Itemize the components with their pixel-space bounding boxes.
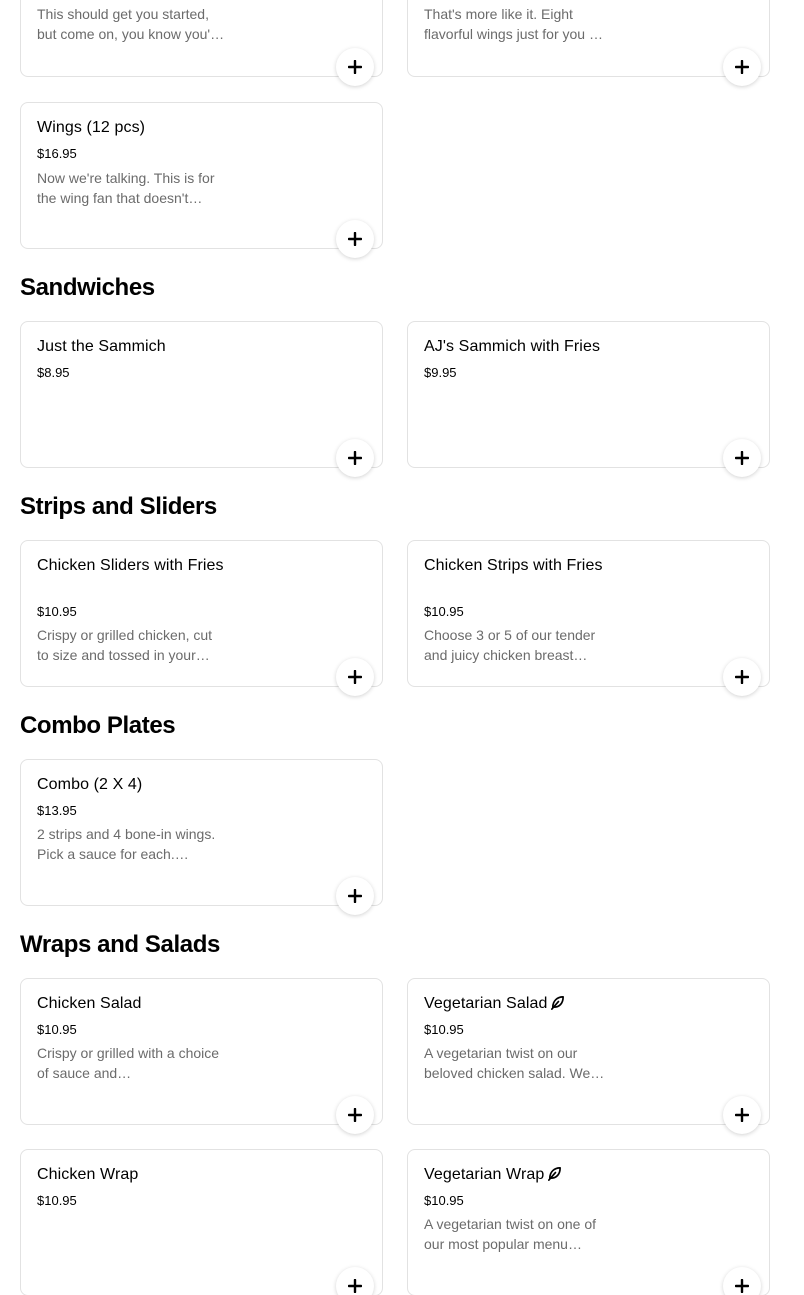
- menu-item-card[interactable]: [407, 0, 770, 77]
- leaf-icon: [550, 995, 565, 1010]
- menu-item-card[interactable]: [20, 321, 383, 468]
- add-item-button[interactable]: [336, 658, 374, 696]
- plus-icon: [348, 1108, 362, 1122]
- menu-item-card[interactable]: [407, 540, 770, 687]
- add-item-button[interactable]: [336, 220, 374, 258]
- item-name: Chicken Sliders with Fries: [37, 557, 224, 574]
- item-name: Just the Sammich: [37, 338, 166, 355]
- section-title-wraps-and-salads: Wraps and Salads: [20, 931, 220, 958]
- item-name: Chicken Wrap: [37, 1166, 139, 1183]
- item-price: $10.95: [424, 1022, 464, 1037]
- add-item-button[interactable]: [723, 439, 761, 477]
- menu-item-card[interactable]: [407, 321, 770, 468]
- item-description: A vegetarian twist on one of our most popular menu…: [424, 1216, 596, 1252]
- item-price: $16.95: [37, 146, 77, 161]
- menu-item-card[interactable]: [20, 1149, 383, 1295]
- item-name: Vegetarian Salad: [424, 995, 548, 1012]
- menu-item-card[interactable]: [20, 0, 383, 77]
- item-description: A vegetarian twist on our beloved chicken salad. We…: [424, 1045, 605, 1081]
- plus-icon: [348, 232, 362, 246]
- add-item-button[interactable]: [723, 658, 761, 696]
- plus-icon: [348, 1279, 362, 1293]
- add-item-button[interactable]: [336, 1267, 374, 1295]
- item-name-row: [424, 994, 644, 1014]
- plus-icon: [348, 451, 362, 465]
- plus-icon: [735, 670, 749, 684]
- add-item-button[interactable]: [336, 1096, 374, 1134]
- item-description: Crispy or grilled with a choice of sauce and…: [37, 1045, 220, 1081]
- menu-item-card[interactable]: [20, 759, 383, 906]
- add-item-button[interactable]: [723, 1096, 761, 1134]
- item-price: $13.95: [37, 803, 77, 818]
- menu-item-card[interactable]: [20, 978, 383, 1125]
- item-description: Now we're talking. This is for the wing fan that doesn't…: [37, 170, 215, 206]
- item-name: AJ's Sammich with Fries: [424, 338, 601, 355]
- item-name: Chicken Strips with Fries: [424, 557, 603, 574]
- item-name: Vegetarian Wrap: [424, 1166, 545, 1183]
- plus-icon: [735, 1108, 749, 1122]
- plus-icon: [348, 670, 362, 684]
- item-name: Wings (12 pcs): [37, 119, 146, 136]
- menu-item-card[interactable]: [20, 102, 383, 249]
- item-description: Choose 3 or 5 of our tender and juicy chicken breast…: [424, 627, 596, 663]
- item-description: This should get you started, but come on, you know you'…: [37, 6, 225, 42]
- menu-item-card[interactable]: [407, 978, 770, 1125]
- item-description: Crispy or grilled chicken, cut to size and tossed in your…: [37, 627, 213, 663]
- section-title-combo-plates: Combo Plates: [20, 712, 176, 739]
- item-price: $10.95: [37, 1193, 77, 1208]
- item-price: $8.95: [37, 365, 70, 380]
- plus-icon: [735, 60, 749, 74]
- add-item-button[interactable]: [336, 439, 374, 477]
- item-price: $9.95: [424, 365, 457, 380]
- section-title-sandwiches: Sandwiches: [20, 274, 155, 301]
- plus-icon: [735, 1279, 749, 1293]
- menu-item-card[interactable]: [407, 1149, 770, 1295]
- item-name-row: [424, 1165, 644, 1185]
- leaf-icon: [547, 1166, 562, 1181]
- item-name: Chicken Salad: [37, 995, 142, 1012]
- menu-item-card[interactable]: [20, 540, 383, 687]
- plus-icon: [735, 451, 749, 465]
- item-description: That's more like it. Eight flavorful wings just for you …: [424, 6, 603, 42]
- plus-icon: [348, 889, 362, 903]
- item-price: $10.95: [37, 604, 77, 619]
- add-item-button[interactable]: [723, 48, 761, 86]
- add-item-button[interactable]: [336, 877, 374, 915]
- item-description: 2 strips and 4 bone-in wings. Pick a sauce for each.…: [37, 826, 216, 862]
- section-title-strips-and-sliders: Strips and Sliders: [20, 493, 217, 520]
- item-price: $10.95: [424, 604, 464, 619]
- add-item-button[interactable]: [336, 48, 374, 86]
- item-name: Combo (2 X 4): [37, 776, 143, 793]
- add-item-button[interactable]: [723, 1267, 761, 1295]
- item-price: $10.95: [424, 1193, 464, 1208]
- item-price: $10.95: [37, 1022, 77, 1037]
- plus-icon: [348, 60, 362, 74]
